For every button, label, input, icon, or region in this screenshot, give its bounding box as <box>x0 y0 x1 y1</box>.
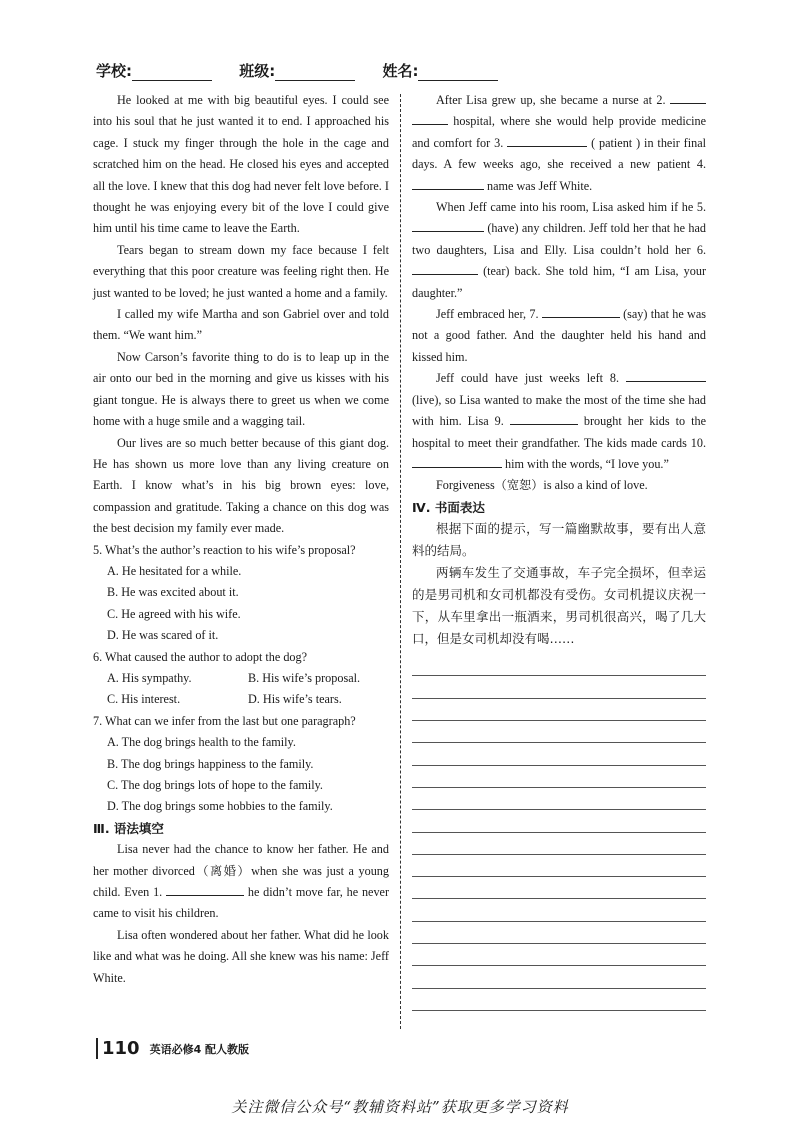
blank-6[interactable] <box>412 261 478 275</box>
writing-line <box>412 654 706 676</box>
class-field: 班级: <box>239 62 355 80</box>
options-6-row2 <box>93 689 389 710</box>
option-7d[interactable]: D. The dog brings some hobbies to the family. <box>107 799 333 814</box>
option-7c[interactable]: C. The dog brings lots of hope to the family. <box>107 778 323 792</box>
option-5c[interactable]: C. He agreed with his wife. <box>107 606 241 621</box>
blank-2-cont[interactable] <box>412 111 448 125</box>
class-blank[interactable] <box>275 66 355 81</box>
passage-paragraph: Our lives are so much better because of this giant dog. He has shown us more love than any living creature on Earth. I know what’s in his big brown eyes: love, compassion and gratitude. Taking a chance on this dog was the best decision my family ever made. <box>93 435 389 536</box>
writing-area[interactable] <box>412 654 706 1011</box>
writing-line <box>412 766 706 788</box>
option-5a[interactable]: A. He hesitated for a while. <box>107 563 242 578</box>
grammar-paragraph: Jeff embraced her, 7. (say) that he was not a good father. And the daughter held his hand and kissed him. <box>412 304 706 368</box>
passage-paragraph: Tears began to stream down my face because I felt everything that this poor creature was feeling right then. He just wanted to be loved; he just wanted a home and a family. <box>93 242 389 300</box>
writing-line <box>412 699 706 721</box>
section-3-title: Ⅲ. 语法填空 <box>93 820 164 836</box>
writing-line <box>412 788 706 810</box>
section-4-title: Ⅳ. 书面表达 <box>412 499 485 515</box>
question-7: 7. What can we infer from the last but one paragraph? <box>93 713 356 728</box>
grammar-paragraph: Forgiveness（宽恕）is also a kind of love. <box>436 478 648 493</box>
writing-line <box>412 944 706 966</box>
option-6a[interactable]: A. His sympathy. <box>107 670 192 685</box>
option-7b[interactable]: B. The dog brings happiness to the family. <box>107 756 314 771</box>
name-blank[interactable] <box>418 66 498 81</box>
grammar-paragraph: When Jeff came into his room, Lisa asked him if he 5. (have) any children. Jeff told her that he had two daughters, Lisa and Elly. Lisa couldn’t hold her 6. (tear) back. She told him, “I am Lisa, your daughter.” <box>412 200 706 300</box>
writing-line <box>412 922 706 944</box>
options-6-row1 <box>93 668 389 689</box>
writing-prompt: 两辆车发生了交通事故，车子完全损坏，但幸运的是男司机和女司机都没有受伤。女司机提议庆祝一下，从车里拿出一瓶酒来，男司机很高兴，喝了几大口，但是女司机却没有喝…… <box>412 565 706 647</box>
blank-3[interactable] <box>507 133 587 147</box>
writing-line <box>412 899 706 921</box>
passage-paragraph: I called my wife Martha and son Gabriel over and told them. “We want him.” <box>93 307 389 343</box>
writing-line <box>412 966 706 988</box>
writing-line <box>412 989 706 1011</box>
grammar-paragraph: After Lisa grew up, she became a nurse at 2. hospital, where she would help provide medicine and comfort for 3. ( patient ) in their final days. A few weeks ago, she received a new patient 4. name was Jeff White. <box>412 90 706 197</box>
writing-line <box>412 877 706 899</box>
grammar-paragraph: Jeff could have just weeks left 8. (live), so Lisa wanted to make the most of the time she had with him. Lisa 9. brought her kids to the hospital to meet their grandfather. The kids made cards 10. him with the words, “I love you.” <box>412 368 706 475</box>
option-5b[interactable]: B. He was excited about it. <box>107 585 239 600</box>
book-title: 英语必修4 配人教版 <box>149 1042 250 1056</box>
blank-2[interactable] <box>670 90 706 104</box>
passage-paragraph: Now Carson’s favorite thing to do is to leap up in the air onto our bed in the morning and give us kisses with his giant tongue. He is always there to greet us when we come home with a huge smile and a wagging tail. <box>93 349 389 429</box>
student-info-header <box>96 60 520 81</box>
writing-line <box>412 833 706 855</box>
grammar-paragraph: Lisa often wondered about her father. What did he look like and what was he doing. All she knew was his name: Jeff White. <box>93 927 389 985</box>
blank-9[interactable] <box>510 411 578 425</box>
option-6b[interactable]: B. His wife’s proposal. <box>248 670 361 685</box>
school-field: 学校: <box>96 62 212 80</box>
right-column <box>412 90 706 1011</box>
grammar-paragraph: Lisa never had the chance to know her father. He and her mother divorced（离婚）when she was just a young child. Even 1. he didn’t move far, he never came to visit his children. <box>93 842 390 921</box>
blank-1[interactable] <box>166 882 244 896</box>
blank-8[interactable] <box>626 368 706 382</box>
writing-line <box>412 676 706 698</box>
option-6d[interactable]: D. His wife’s tears. <box>248 692 342 707</box>
writing-line <box>412 721 706 743</box>
page-footer <box>96 1038 249 1059</box>
question-5: 5. What’s the author’s reaction to his wife’s proposal? <box>93 542 356 557</box>
writing-line <box>412 743 706 765</box>
option-5d[interactable]: D. He was scared of it. <box>107 628 219 643</box>
blank-10[interactable] <box>412 454 502 468</box>
passage-paragraph: He looked at me with big beautiful eyes. I could see into his soul that he just wanted it to end. I approached his cage. I stuck my finger through the hole in the cage and scratched him on the head. He closed his eyes and accepted all the love. I knew that this dog had never felt love before. I thought he was enjoying every bit of the love I could give him until his time came to leave the Earth. <box>93 93 389 236</box>
school-blank[interactable] <box>132 66 212 81</box>
promo-note: 关注微信公众号“教辅资料站”获取更多学习资料 <box>231 1098 569 1116</box>
writing-instruction: 根据下面的提示，写一篇幽默故事，要有出人意料的结局。 <box>412 521 706 559</box>
column-divider <box>400 94 401 1029</box>
blank-7[interactable] <box>542 304 620 318</box>
name-field: 姓名: <box>382 62 498 80</box>
page-number: 110 <box>96 1038 140 1059</box>
option-6c[interactable]: C. His interest. <box>107 692 181 707</box>
option-7a[interactable]: A. The dog brings health to the family. <box>107 735 296 750</box>
writing-line <box>412 810 706 832</box>
blank-5[interactable] <box>412 218 484 232</box>
blank-4[interactable] <box>412 176 484 190</box>
writing-line <box>412 855 706 877</box>
left-column <box>93 90 389 989</box>
question-6: 6. What caused the author to adopt the dog? <box>93 649 308 664</box>
